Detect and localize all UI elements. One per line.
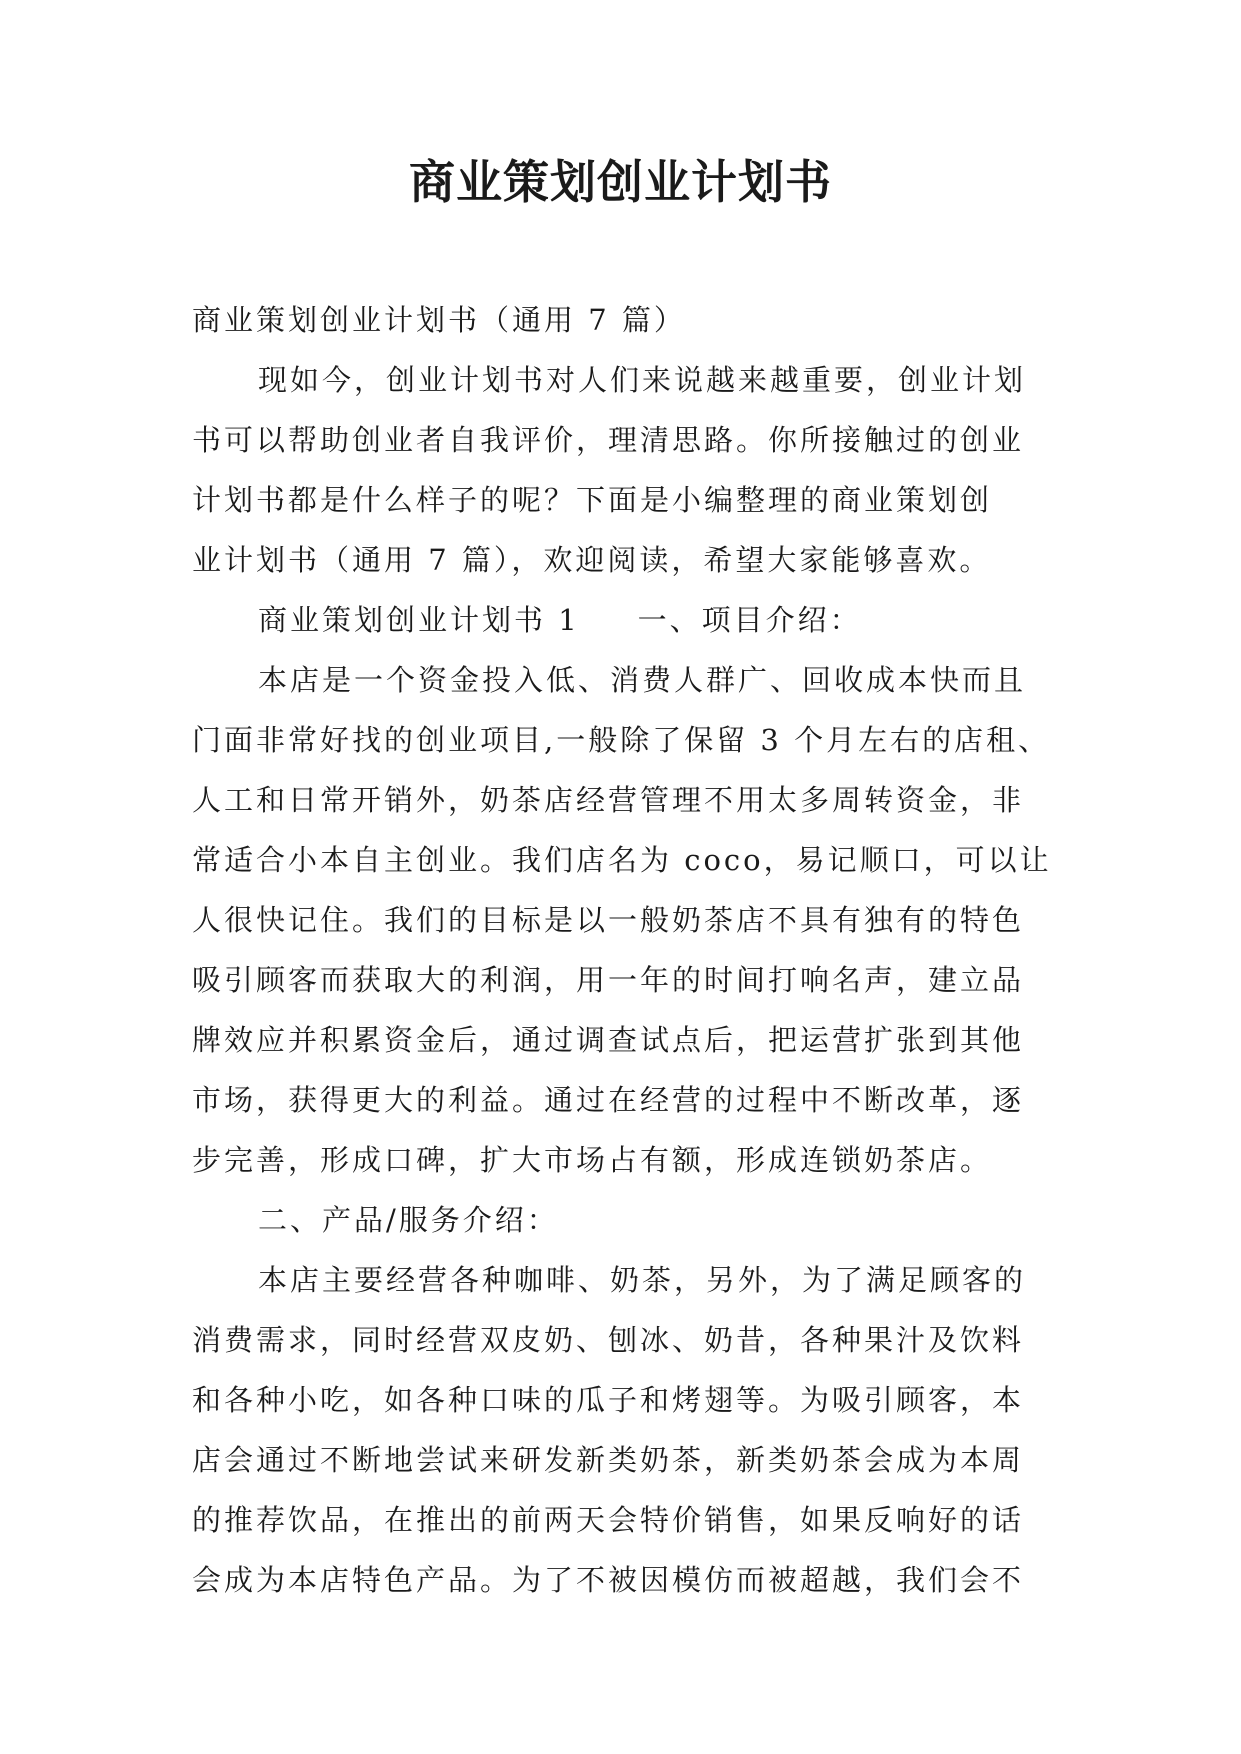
document-title: 商业策划创业计划书 <box>409 155 832 209</box>
section1-heading: 一、项目介绍： <box>637 603 862 637</box>
subtitle-line: 商业策划创业计划书（通用 7 篇） <box>192 303 686 337</box>
section1-heading-line <box>192 590 1058 650</box>
section2-heading: 二、产品/服务介绍： <box>258 1203 559 1237</box>
document-body <box>192 290 1058 1610</box>
paragraph-line: 计划书都是什么样子的呢？下面是小编整理的商业策划创 <box>192 483 993 517</box>
paragraph-line: 现如今，创业计划书对人们来说越来越重要，创业计划 <box>258 363 1027 397</box>
paragraph-line: 本店是一个资金投入低、消费人群广、回收成本快而且 <box>258 663 1027 697</box>
product-paragraph <box>192 1250 1058 1610</box>
section2-heading-line <box>192 1190 1058 1250</box>
paragraph-line: 牌效应并积累资金后，通过调查试点后，把运营扩张到其他 <box>192 1023 1025 1057</box>
paragraph-line: 步完善，形成口碑，扩大市场占有额，形成连锁奶茶店。 <box>192 1143 993 1177</box>
paragraph-line: 门面非常好找的创业项目,一般除了保留 3 个月左右的店租、 <box>192 723 1051 757</box>
paragraph-line: 店会通过不断地尝试来研发新类奶茶，新类奶茶会成为本周 <box>192 1443 1025 1477</box>
paragraph-line: 会成为本店特色产品。为了不被因模仿而被超越，我们会不 <box>192 1563 1025 1597</box>
paragraph-line: 本店主要经营各种咖啡、奶茶，另外，为了满足顾客的 <box>258 1263 1027 1297</box>
paragraph-line: 吸引顾客而获取大的利润，用一年的时间打响名声，建立品 <box>192 963 1025 997</box>
paragraph-line: 消费需求，同时经营双皮奶、刨冰、奶昔，各种果汁及饮料 <box>192 1323 1025 1357</box>
document-subtitle <box>192 290 1058 350</box>
paragraph-line: 和各种小吃，如各种口味的瓜子和烤翅等。为吸引顾客，本 <box>192 1383 1025 1417</box>
paragraph-line: 业计划书（通用 7 篇），欢迎阅读，希望大家能够喜欢。 <box>192 543 992 577</box>
paragraph-line: 人很快记住。我们的目标是以一般奶茶店不具有独有的特色 <box>192 903 1025 937</box>
section1-heading-row <box>192 590 1058 650</box>
paragraph-line: 人工和日常开销外，奶茶店经营管理不用太多周转资金，非 <box>192 783 1025 817</box>
paragraph-line: 书可以帮助创业者自我评价，理清思路。你所接触过的创业 <box>192 423 1025 457</box>
project-paragraph <box>192 650 1058 1190</box>
section1-label: 商业策划创业计划书 1 <box>258 603 580 637</box>
intro-paragraph <box>192 350 1058 590</box>
paragraph-line: 的推荐饮品，在推出的前两天会特价销售，如果反响好的话 <box>192 1503 1025 1537</box>
paragraph-line: 常适合小本自主创业。我们店名为 coco，易记顺口，可以让 <box>192 843 1052 877</box>
paragraph-line: 市场，获得更大的利益。通过在经营的过程中不断改革，逐 <box>192 1083 1025 1117</box>
